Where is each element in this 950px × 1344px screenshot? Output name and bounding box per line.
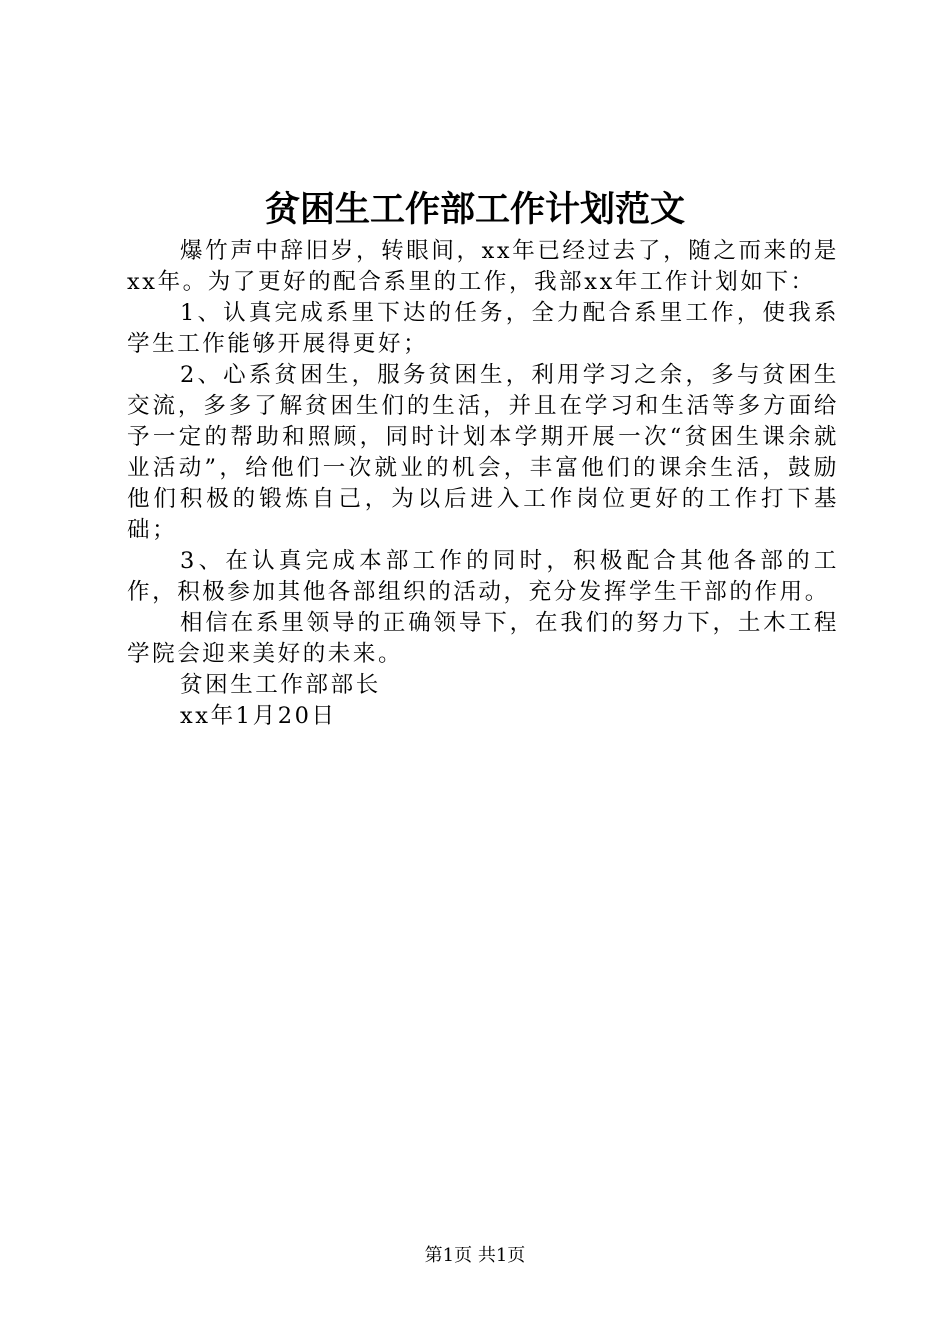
paragraph-intro: 爆竹声中辞旧岁，转眼间，xx年已经过去了，随之而来的是xx年。为了更好的配合系里的工作，我部xx年工作计划如下： (127, 238, 839, 295)
paragraph-item-3: 3、在认真完成本部工作的同时，积极配合其他各部的工作，积极参加其他各部组织的活动，充分发挥学生干部的作用。 (127, 548, 839, 605)
paragraph-item-1: 1、认真完成系里下达的任务，全力配合系里工作，使我系学生工作能够开展得更好； (127, 300, 839, 357)
document-body (127, 236, 839, 732)
page-footer: 第1页 共1页 (424, 1245, 526, 1266)
paragraph-item-2: 2、心系贫困生，服务贫困生，利用学习之余，多与贫困生交流，多多了解贫困生们的生活，并且在学习和生活等多方面给予一定的帮助和照顾，同时计划本学期开展一次“贫困生课余就业活动”，给他们一次就业的机会，丰富他们的课余生活，鼓励他们积极的锻炼自己，为以后进入工作岗位更好的工作打下基础； (127, 362, 839, 543)
signature-date: xx年1月20日 (180, 703, 337, 729)
signature: 贫困生工作部部长 (180, 672, 381, 698)
document-title: 贫困生工作部工作计划范文 (264, 189, 685, 230)
paragraph-closing: 相信在系里领导的正确领导下，在我们的努力下，土木工程学院会迎来美好的未来。 (127, 610, 839, 667)
